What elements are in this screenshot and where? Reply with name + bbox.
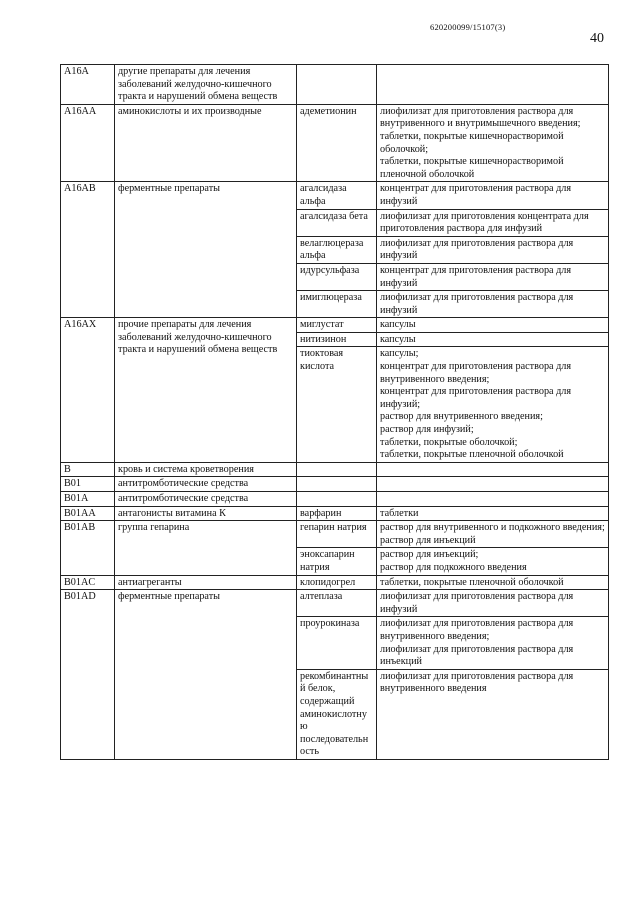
drug-inn-cell xyxy=(297,492,377,507)
dosage-form-item: таблетки, покрытые кишечнорастворимой оболочкой; xyxy=(380,130,564,155)
drug-inn-cell: нитизинон xyxy=(297,332,377,347)
dosage-form-item: концентрат для приготовления раствора для инфузий xyxy=(380,264,572,289)
dosage-form-item: лиофилизат для приготовления раствора для инфузий xyxy=(380,292,574,316)
atc-group-name-cell: прочие препараты для лечения заболеваний желудочно-кишечного тракта и нарушений обмена веществ xyxy=(115,318,297,463)
dosage-forms-cell xyxy=(377,492,609,507)
dosage-forms-cell xyxy=(377,462,609,477)
drug-inn-cell: адеметионин xyxy=(297,104,377,182)
atc-code-cell: B01AB xyxy=(61,521,115,575)
drug-inn-cell xyxy=(297,462,377,477)
page-number: 40 xyxy=(590,31,604,46)
atc-code-cell: B01A xyxy=(61,492,115,507)
atc-code-cell: B01AD xyxy=(61,590,115,760)
atc-group-name-cell: аминокислоты и их производные xyxy=(115,104,297,182)
table-row xyxy=(61,590,609,617)
table-row xyxy=(61,318,609,333)
drug-inn-cell xyxy=(297,477,377,492)
atc-code-cell: A16AA xyxy=(61,104,115,182)
dosage-forms-cell xyxy=(377,209,609,236)
drug-list-table xyxy=(60,64,609,760)
drug-inn-cell: проурокиназа xyxy=(297,617,377,669)
atc-group-name-cell: ферментные препараты xyxy=(115,590,297,760)
dosage-forms-cell xyxy=(377,236,609,263)
atc-group-name-cell: антитромботические средства xyxy=(115,492,297,507)
drug-inn-cell: гепарин натрия xyxy=(297,521,377,548)
dosage-form-item: концентрат для приготовления раствора для внутривенного введения; xyxy=(380,361,572,385)
table-row xyxy=(61,575,609,590)
dosage-form-item: капсулы xyxy=(380,319,416,331)
drug-inn-cell: имиглюцераза xyxy=(297,291,377,318)
table-row xyxy=(61,462,609,477)
dosage-form-item: таблетки, покрытые оболочкой; xyxy=(380,436,518,448)
dosage-forms-cell xyxy=(377,332,609,347)
dosage-form-item: раствор для инъекций xyxy=(380,534,476,546)
atc-code-cell: A16AB xyxy=(61,182,115,318)
atc-group-name-cell: кровь и система кроветворения xyxy=(115,462,297,477)
dosage-forms-cell xyxy=(377,182,609,209)
document-id: 620200099/15107(3) xyxy=(430,22,506,32)
table-row xyxy=(61,65,609,105)
atc-code-cell: B01AC xyxy=(61,575,115,590)
dosage-form-item: раствор для инъекций; xyxy=(380,549,479,561)
dosage-form-item: таблетки xyxy=(380,507,419,519)
drug-inn-cell: тиоктовая кислота xyxy=(297,347,377,462)
dosage-form-item: таблетки, покрытые пленочной оболочкой xyxy=(380,576,564,588)
dosage-form-item: капсулы xyxy=(380,333,416,345)
dosage-form-item: лиофилизат для приготовления раствора для внутривенного введения xyxy=(380,670,574,695)
drug-inn-cell: велаглюцераза альфа xyxy=(297,236,377,263)
table-row xyxy=(61,182,609,209)
dosage-forms-cell xyxy=(377,521,609,548)
dosage-form-item: концентрат для приготовления раствора для инфузий xyxy=(380,183,572,207)
table-row xyxy=(61,492,609,507)
dosage-form-item: лиофилизат для приготовления раствора для инъекций xyxy=(380,643,574,668)
dosage-forms-cell xyxy=(377,318,609,333)
drug-inn-cell: варфарин xyxy=(297,506,377,521)
atc-group-name-cell: другие препараты для лечения заболеваний желудочно-кишечного тракта и нарушений обмена веществ xyxy=(115,65,297,105)
atc-group-name-cell: антитромботические средства xyxy=(115,477,297,492)
drug-inn-cell: агалсидаза альфа xyxy=(297,182,377,209)
drug-inn-cell: рекомбинантный белок, содержащий аминокислотную последовательность xyxy=(297,669,377,759)
table-row xyxy=(61,104,609,182)
dosage-forms-cell xyxy=(377,590,609,617)
dosage-form-item: лиофилизат для приготовления раствора для инфузий xyxy=(380,591,574,615)
atc-code-cell: A16A xyxy=(61,65,115,105)
drug-inn-cell: миглустат xyxy=(297,318,377,333)
dosage-form-item: капсулы; xyxy=(380,348,419,360)
dosage-forms-cell xyxy=(377,669,609,759)
dosage-form-item: раствор для подкожного введения xyxy=(380,561,527,573)
dosage-form-item: раствор для внутривенного и подкожного введения; xyxy=(380,522,605,534)
atc-group-name-cell: антиагреганты xyxy=(115,575,297,590)
drug-inn-cell: эноксапарин натрия xyxy=(297,548,377,575)
table-row xyxy=(61,477,609,492)
dosage-forms-cell xyxy=(377,477,609,492)
table-row xyxy=(61,521,609,548)
drug-inn-cell: алтеплаза xyxy=(297,590,377,617)
dosage-forms-cell xyxy=(377,548,609,575)
drug-inn-cell: идурсульфаза xyxy=(297,263,377,290)
dosage-forms-cell xyxy=(377,506,609,521)
table-row xyxy=(61,506,609,521)
dosage-form-item: концентрат для приготовления раствора для инфузий; xyxy=(380,386,572,410)
dosage-forms-cell xyxy=(377,263,609,290)
dosage-forms-cell xyxy=(377,104,609,182)
atc-code-cell: B01 xyxy=(61,477,115,492)
dosage-forms-cell xyxy=(377,347,609,462)
atc-group-name-cell: антагонисты витамина К xyxy=(115,506,297,521)
dosage-forms-cell xyxy=(377,291,609,318)
atc-group-name-cell: ферментные препараты xyxy=(115,182,297,318)
atc-code-cell: B01AA xyxy=(61,506,115,521)
dosage-form-item: лиофилизат для приготовления концентрата для приготовления раствора для инфузий xyxy=(380,210,589,235)
dosage-form-item: таблетки, покрытые пленочной оболочкой xyxy=(380,449,564,461)
dosage-form-item: лиофилизат для приготовления раствора для внутривенного и внутримышечного введения; xyxy=(380,105,581,130)
atc-code-cell: B xyxy=(61,462,115,477)
atc-group-name-cell: группа гепарина xyxy=(115,521,297,575)
drug-inn-cell xyxy=(297,65,377,105)
drug-inn-cell: агалсидаза бета xyxy=(297,209,377,236)
dosage-forms-cell xyxy=(377,617,609,669)
drug-inn-cell: клопидогрел xyxy=(297,575,377,590)
dosage-form-item: лиофилизат для приготовления раствора для внутривенного введения; xyxy=(380,618,574,642)
dosage-form-item: раствор для инфузий; xyxy=(380,424,474,436)
dosage-form-item: лиофилизат для приготовления раствора для инфузий xyxy=(380,237,574,262)
atc-code-cell: A16AX xyxy=(61,318,115,463)
dosage-forms-cell xyxy=(377,65,609,105)
dosage-form-item: раствор для внутривенного введения; xyxy=(380,411,543,423)
dosage-forms-cell xyxy=(377,575,609,590)
dosage-form-item: таблетки, покрытые кишечнорастворимой пленочной оболочкой xyxy=(380,156,564,180)
